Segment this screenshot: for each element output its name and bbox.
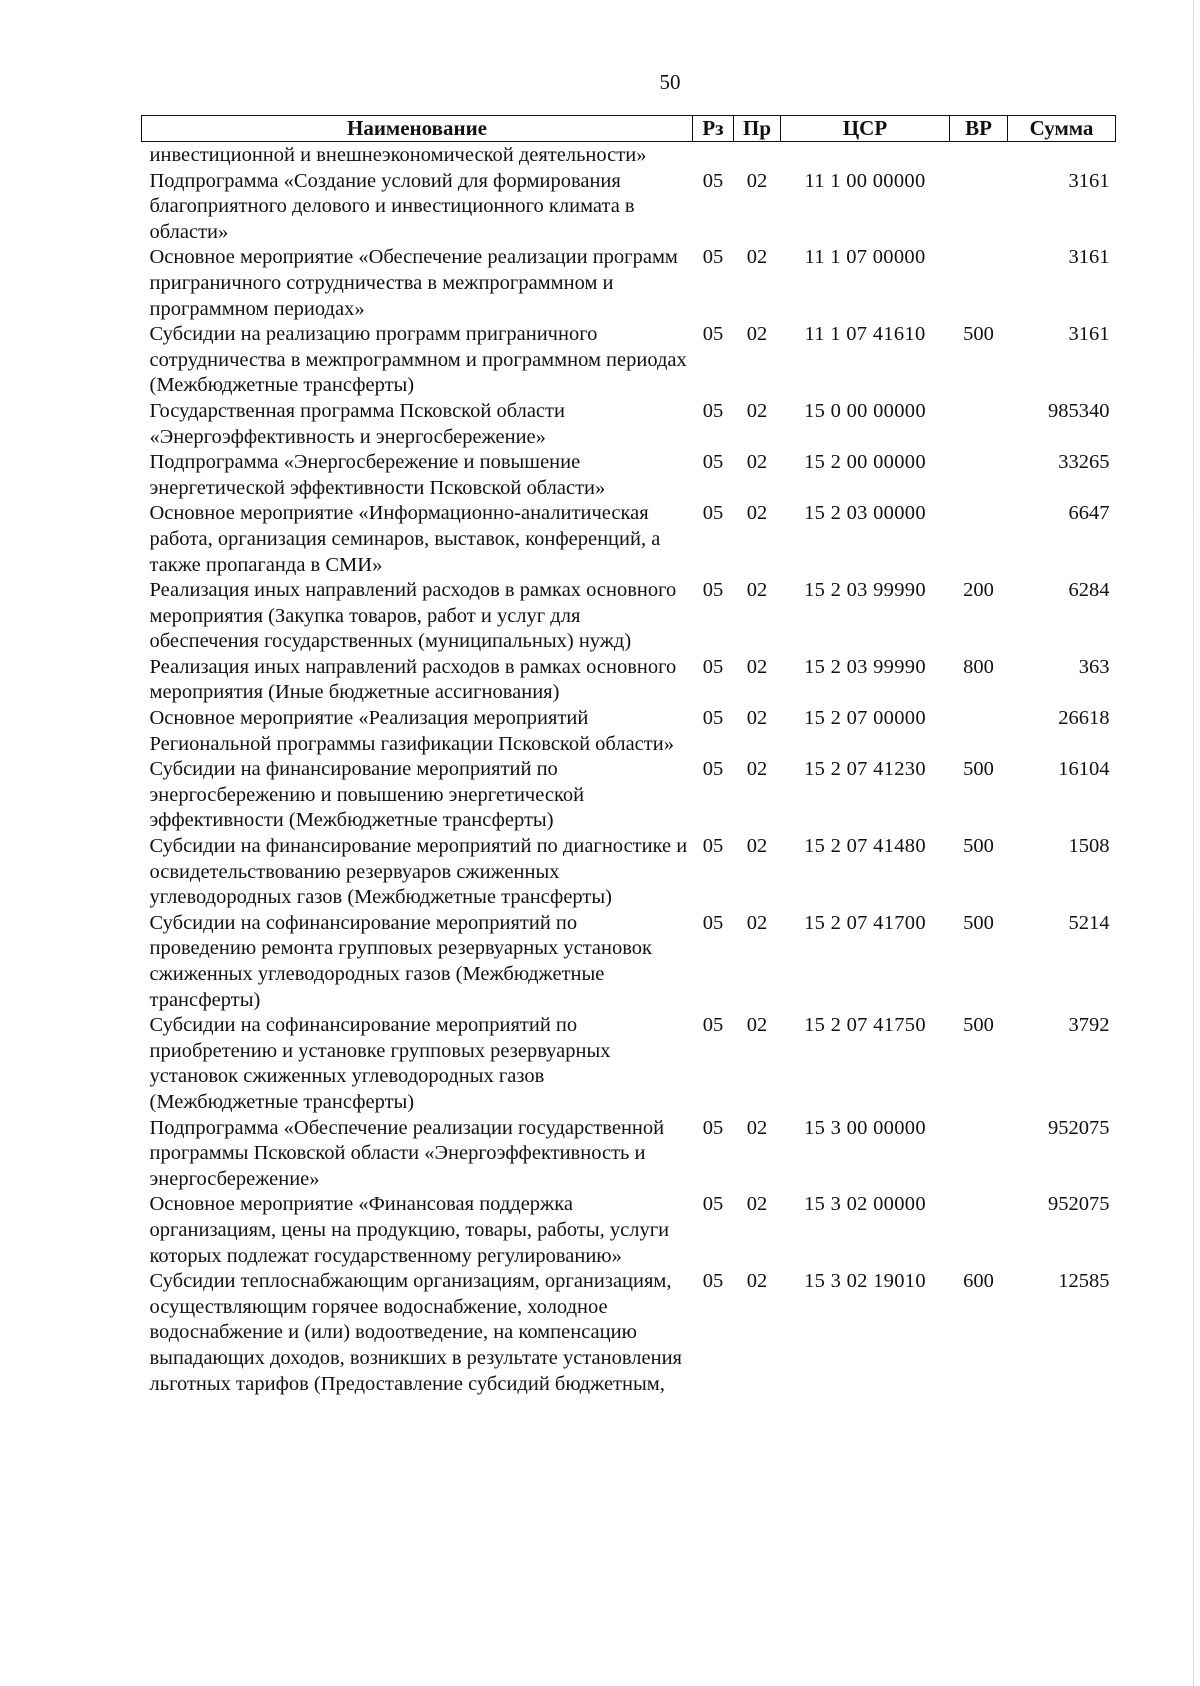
cell-csr: 15 2 00 00000 — [804, 451, 926, 474]
cell-name: Субсидии на софинансирование мероприятий по проведению ремонта групповых резервуарных установок сжиженных углеводородных газов (Межбюджетные трансферты) — [149, 911, 653, 1011]
table-row — [142, 450, 1116, 501]
table-row — [142, 322, 1116, 399]
cell-vr: 800 — [963, 655, 994, 678]
cell-pr: 02 — [746, 1116, 768, 1139]
header-name: Наименование — [142, 116, 693, 142]
cell-rz: 05 — [702, 835, 724, 858]
header-sum: Сумма — [1008, 116, 1116, 142]
header-rz: Рз — [693, 116, 734, 142]
cell-rz: 05 — [702, 1270, 724, 1293]
cell-name: инвестиционной и внешнеэкономической деятельности» — [149, 144, 647, 166]
table-header — [142, 116, 1116, 142]
table-row — [142, 578, 1116, 655]
header-vr: ВР — [950, 116, 1008, 142]
cell-sum: 3161 — [1068, 246, 1110, 269]
cell-sum: 26618 — [1058, 707, 1110, 730]
cell-pr: 02 — [746, 655, 768, 678]
cell-sum: 952075 — [1048, 1193, 1110, 1216]
cell-name: Государственная программа Псковской области «Энергоэффективность и энергосбережение» — [149, 399, 565, 448]
cell-csr — [781, 142, 950, 169]
table-row — [142, 911, 1116, 1013]
cell-csr: 15 3 00 00000 — [804, 1116, 926, 1139]
cell-name: Подпрограмма «Создание условий для формирования благоприятного делового и инвестиционного климата в области» — [149, 169, 635, 243]
table-row — [142, 245, 1116, 322]
cell-pr: 02 — [746, 579, 768, 602]
cell-pr: 02 — [746, 1270, 768, 1293]
cell-name: Реализация иных направлений расходов в рамках основного мероприятия (Иные бюджетные ассигнования) — [149, 655, 677, 704]
cell-name: Основное мероприятие «Финансовая поддержка организациям, цены на продукцию, товары, работы, услуги которых подлежат государственному регулированию» — [149, 1193, 670, 1267]
cell-rz: 05 — [702, 707, 724, 730]
cell-name: Подпрограмма «Обеспечение реализации государственной программы Псковской области «Энергоэффективность и энергосбережение» — [149, 1116, 665, 1190]
cell-rz: 05 — [702, 399, 724, 422]
cell-sum: 3161 — [1068, 169, 1110, 192]
cell-rz: 05 — [702, 1193, 724, 1216]
table-row — [142, 501, 1116, 578]
cell-rz: 05 — [702, 911, 724, 934]
page-number: 50 — [659, 70, 681, 94]
table-row — [142, 834, 1116, 911]
cell-pr: 02 — [746, 399, 768, 422]
cell-rz — [693, 142, 734, 169]
cell-vr — [950, 1116, 1008, 1193]
header-csr: ЦСР — [781, 116, 950, 142]
cell-pr: 02 — [746, 1014, 768, 1037]
cell-vr: 500 — [963, 323, 994, 346]
cell-rz: 05 — [702, 1116, 724, 1139]
cell-rz: 05 — [702, 246, 724, 269]
cell-csr: 15 3 02 19010 — [804, 1270, 926, 1293]
cell-name: Основное мероприятие «Информационно-аналитическая работа, организация семинаров, выставок, конференций, а также пропаганда в СМИ» — [149, 502, 661, 576]
cell-csr: 11 1 07 41610 — [804, 323, 926, 346]
cell-csr: 11 1 00 00000 — [804, 169, 926, 192]
table-body — [142, 142, 1116, 1398]
cell-name: Субсидии на финансирование мероприятий по энергосбережению и повышению энергетической эффективности (Межбюджетные трансферты) — [149, 758, 585, 832]
cell-vr — [950, 169, 1008, 246]
table-row — [142, 706, 1116, 757]
cell-vr — [950, 245, 1008, 322]
cell-sum: 985340 — [1048, 399, 1110, 422]
cell-pr: 02 — [746, 169, 768, 192]
cell-sum: 16104 — [1058, 758, 1110, 781]
table-row — [142, 1013, 1116, 1115]
table-row — [142, 142, 1116, 169]
cell-rz: 05 — [702, 323, 724, 346]
cell-csr: 15 2 03 99990 — [804, 655, 926, 678]
cell-name: Субсидии на финансирование мероприятий по диагностике и освидетельствованию резервуаров сжиженных углеводородных газов (Межбюджетные трансферты) — [149, 835, 688, 909]
cell-sum — [1008, 142, 1116, 169]
cell-name: Субсидии теплоснабжающим организациям, организациям, осуществляющим горячее водоснабжение, холодное водоснабжение и (или) водоотведение, на компенсацию выпадающих доходов, возникших в результате установления льготных тарифов (Предоставление субсидий бюджетным, — [149, 1270, 682, 1395]
cell-pr: 02 — [746, 835, 768, 858]
cell-rz: 05 — [702, 169, 724, 192]
table-row — [142, 757, 1116, 834]
cell-sum: 6284 — [1068, 579, 1110, 602]
cell-vr: 500 — [963, 758, 994, 781]
cell-rz: 05 — [702, 579, 724, 602]
cell-csr: 15 2 03 99990 — [804, 579, 926, 602]
cell-name: Основное мероприятие «Реализация мероприятий Региональной программы газификации Псковской области» — [149, 707, 674, 755]
cell-vr — [950, 142, 1008, 169]
cell-vr — [950, 399, 1008, 450]
scan-edge — [1193, 0, 1194, 1686]
table-row — [142, 399, 1116, 450]
cell-sum: 5214 — [1068, 911, 1110, 934]
cell-name: Субсидии на софинансирование мероприятий по приобретению и установке групповых резервуарных установок сжиженных углеводородных газов (Межбюджетные трансферты) — [149, 1014, 611, 1113]
cell-name: Субсидии на реализацию программ приграничного сотрудничества в межпрограммном и программном периодах (Межбюджетные трансферты) — [149, 323, 687, 397]
cell-csr: 15 2 07 41750 — [804, 1014, 926, 1037]
cell-sum: 12585 — [1058, 1270, 1110, 1293]
cell-pr: 02 — [746, 451, 768, 474]
cell-sum: 952075 — [1048, 1116, 1110, 1139]
cell-vr — [950, 1192, 1008, 1269]
cell-csr: 15 2 07 00000 — [804, 707, 926, 730]
cell-rz: 05 — [702, 655, 724, 678]
cell-csr: 15 2 07 41230 — [804, 758, 926, 781]
cell-rz: 05 — [702, 1014, 724, 1037]
cell-pr: 02 — [746, 911, 768, 934]
table-row — [142, 169, 1116, 246]
cell-pr: 02 — [746, 1193, 768, 1216]
cell-vr: 500 — [963, 1014, 994, 1037]
cell-sum: 6647 — [1068, 502, 1110, 525]
cell-csr: 15 2 07 41480 — [804, 835, 926, 858]
cell-vr: 200 — [963, 579, 994, 602]
cell-name: Реализация иных направлений расходов в рамках основного мероприятия (Закупка товаров, работ и услуг для обеспечения государственных (муниципальных) нужд) — [149, 579, 677, 653]
cell-csr: 15 2 07 41700 — [804, 911, 926, 934]
table-row — [142, 1192, 1116, 1269]
cell-sum: 363 — [1078, 655, 1110, 678]
cell-vr: 600 — [963, 1270, 994, 1293]
cell-pr: 02 — [746, 758, 768, 781]
cell-csr: 11 1 07 00000 — [804, 246, 926, 269]
cell-csr: 15 3 02 00000 — [804, 1193, 926, 1216]
cell-pr — [734, 142, 781, 169]
cell-rz: 05 — [702, 758, 724, 781]
budget-table — [141, 115, 1116, 1397]
cell-rz: 05 — [702, 502, 724, 525]
cell-pr: 02 — [746, 707, 768, 730]
cell-name: Подпрограмма «Энергосбережение и повышение энергетической эффективности Псковской области» — [149, 451, 606, 499]
cell-rz: 05 — [702, 451, 724, 474]
cell-pr: 02 — [746, 246, 768, 269]
cell-sum: 3161 — [1068, 323, 1110, 346]
cell-sum: 1508 — [1068, 835, 1110, 858]
cell-vr: 500 — [963, 835, 994, 858]
cell-vr: 500 — [963, 911, 994, 934]
cell-csr: 15 0 00 00000 — [804, 399, 926, 422]
cell-vr — [950, 450, 1008, 501]
table-row — [142, 655, 1116, 706]
cell-vr — [950, 706, 1008, 757]
table-row — [142, 1116, 1116, 1193]
table-row — [142, 1269, 1116, 1397]
cell-name: Основное мероприятие «Обеспечение реализации программ приграничного сотрудничества в межпрограммном и программном периодах» — [149, 246, 678, 320]
cell-sum: 3792 — [1068, 1014, 1110, 1037]
cell-sum: 33265 — [1058, 451, 1110, 474]
cell-vr — [950, 501, 1008, 578]
header-pr: Пр — [734, 116, 781, 142]
cell-pr: 02 — [746, 502, 768, 525]
cell-csr: 15 2 03 00000 — [804, 502, 926, 525]
cell-pr: 02 — [746, 323, 768, 346]
